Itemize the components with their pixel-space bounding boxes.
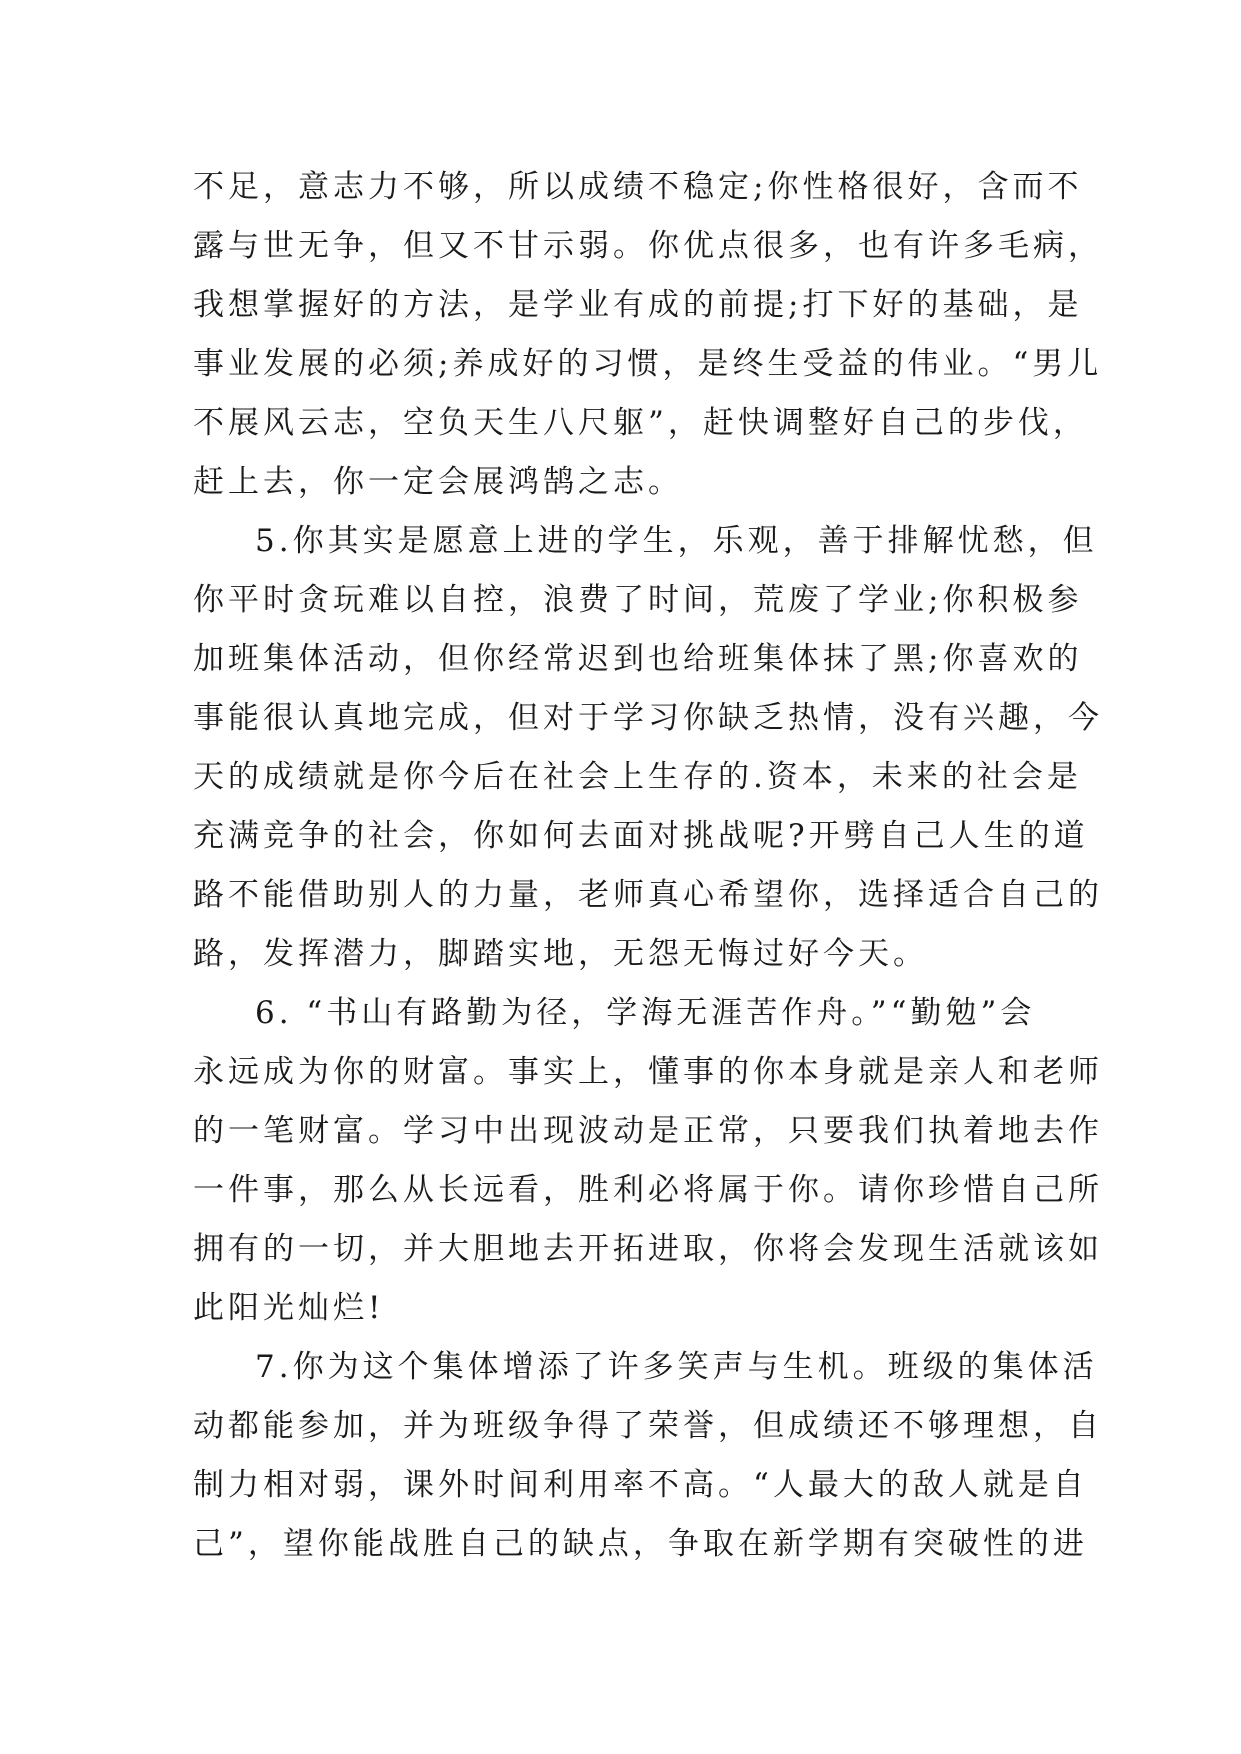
text-line: 路，发挥潜力，脚踏实地，无怨无悔过好今天。 <box>193 936 928 972</box>
text-line: 充满竞争的社会，你如何去面对挑战呢?开劈自己人生的道 <box>193 818 1089 854</box>
text-line: 此阳光灿烂! <box>193 1290 385 1326</box>
text-line: 赶上去，你一定会展鸿鹄之志。 <box>193 464 683 500</box>
text-line: 5.你其实是愿意上进的学生，乐观，善于排解忧愁，但 <box>255 523 1098 559</box>
text-line: 拥有的一切，并大胆地去开拓进取，你将会发现生活就该如 <box>193 1231 1103 1267</box>
text-line: 我想掌握好的方法，是学业有成的前提;打下好的基础，是 <box>193 287 1083 323</box>
text-line: 永远成为你的财富。事实上，懂事的你本身就是亲人和老师 <box>193 1054 1103 1090</box>
text-line: 事能很认真地完成，但对于学习你缺乏热情，没有兴趣，今 <box>193 700 1103 736</box>
text-line: 的一笔财富。学习中出现波动是正常，只要我们执着地去作 <box>193 1113 1103 1149</box>
text-line: 加班集体活动，但你经常迟到也给班集体抹了黑;你喜欢的 <box>193 641 1083 677</box>
text-line: 事业发展的必须;养成好的习惯，是终生受益的伟业。“男儿 <box>193 346 1103 382</box>
text-line: 露与世无争，但又不甘示弱。你优点很多，也有许多毛病， <box>193 228 1103 264</box>
text-line: 6. “书山有路勤为径，学海无涯苦作舟。”“勤勉”会 <box>255 995 1036 1031</box>
text-line: 天的成绩就是你今后在社会上生存的.资本，未来的社会是 <box>193 759 1082 795</box>
text-line: 7.你为这个集体增添了许多笑声与生机。班级的集体活 <box>255 1349 1098 1385</box>
text-line: 动都能参加，并为班级争得了荣誉，但成绩还不够理想，自 <box>193 1408 1103 1444</box>
text-line: 不足，意志力不够，所以成绩不稳定;你性格很好，含而不 <box>193 169 1083 205</box>
text-line: 制力相对弱，课外时间利用率不高。“人最大的敌人就是自 <box>193 1467 1088 1503</box>
text-line: 一件事，那么从长远看，胜利必将属于你。请你珍惜自己所 <box>193 1172 1103 1208</box>
text-line: 己”，望你能战胜自己的缺点，争取在新学期有突破性的进 <box>193 1526 1088 1562</box>
body-text <box>193 158 1103 1574</box>
text-line: 不展风云志，空负天生八尺躯”，赶快调整好自己的步伐， <box>193 405 1088 441</box>
text-line: 你平时贪玩难以自控，浪费了时间，荒废了学业;你积极参 <box>193 582 1083 618</box>
text-line: 路不能借助别人的力量，老师真心希望你，选择适合自己的 <box>193 877 1103 913</box>
